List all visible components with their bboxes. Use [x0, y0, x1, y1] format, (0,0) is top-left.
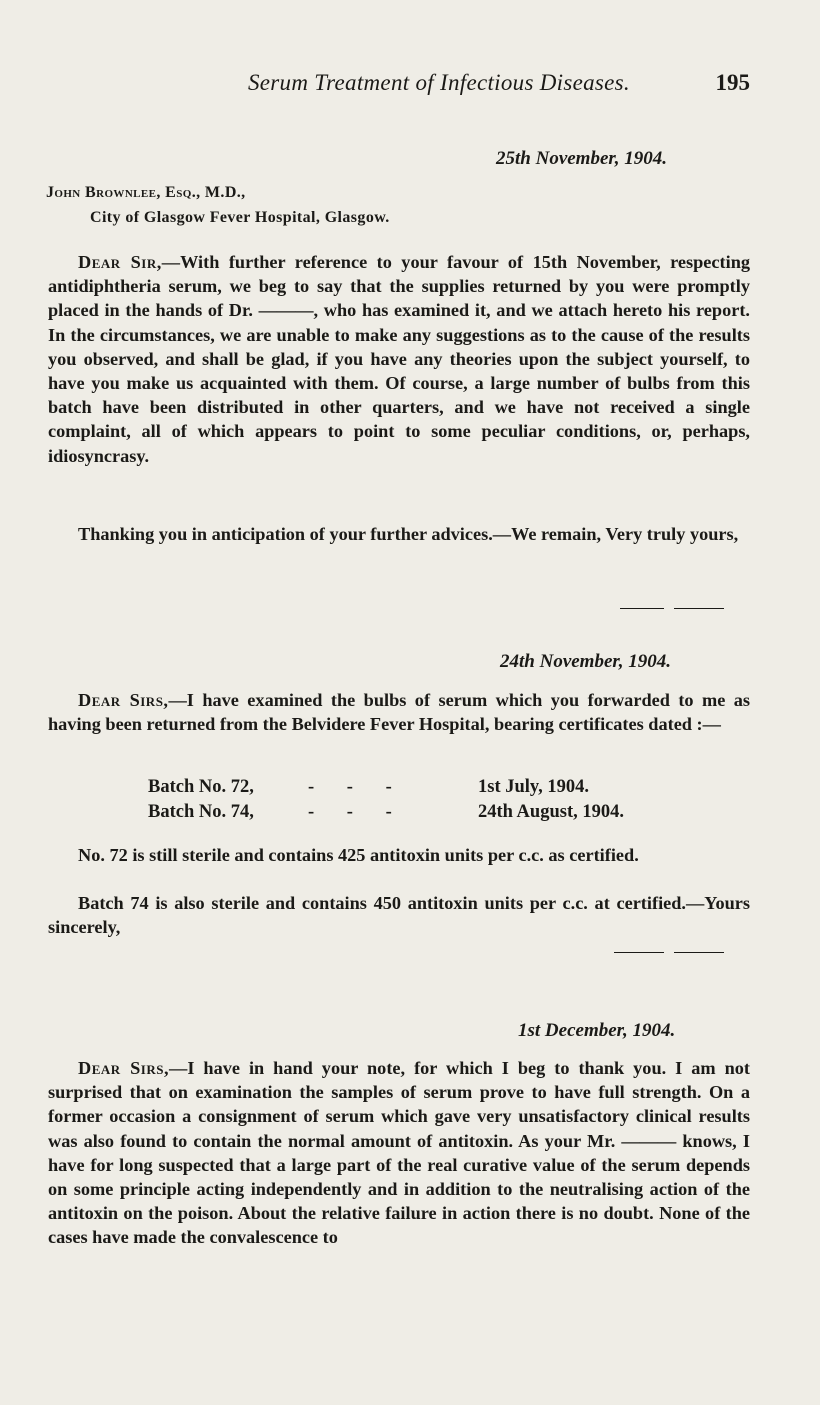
batch-row: [148, 777, 708, 798]
running-header: [0, 70, 820, 104]
letter1-body-1: —With further reference to your favour of 15th November, respecting antidiphtheria serum, we beg to say that the supplies returned by you were promptly placed in the hands of Dr. ———, who has examined it, and we attach hereto his report. In the circumstances, we are unable to make any suggestions as to the cause of the results you observed, and shall be glad, if you have any theories upon the subject yourself, to have you make us acquainted with them. Of course, a large number of bulbs from this batch have been distributed in other quarters, and we have not received a single complaint, all of which appears to point to some peculiar conditions, or, perhaps, idiosyncrasy.: [48, 252, 751, 466]
letter3-body-1: —I have in hand your note, for which I beg to thank you. I am not surprised that on examination the samples of serum prove to have full strength. On a former occasion a consignment of serum which gave very unsatisfactory clinical results was also found to contain the normal amount of antitoxin. As your Mr. ——— knows, I have for long suspected that a large part of the real curative value of the serum depends on some principle acting independently and in addition to the neutralising action of the antitoxin on the poison. About the relative failure in action there is no doubt. None of the cases have made the convalescence to: [48, 1058, 750, 1248]
letter3-date: 1st December, 1904.: [518, 1020, 676, 1041]
separator-rule-right: [674, 608, 724, 609]
separator-rule-right: [674, 952, 724, 953]
letter2-date: 24th November, 1904.: [500, 651, 671, 672]
letter1-addressee-name: John Brownlee, Esq., M.D.,: [46, 184, 246, 201]
separator-rule-left: [620, 608, 664, 609]
letter2-paragraph-2: No. 72 is still sterile and contains 425 antitoxin units per c.c. as certified.: [78, 845, 639, 865]
letter1-addressee-place: City of Glasgow Fever Hospital, Glasgow.: [90, 209, 390, 226]
batch-leader: - - -: [308, 802, 406, 822]
letter2-body-1: —I have examined the bulbs of serum which you forwarded to me as having been returned from the Belvidere Fever Hospital, bearing certificates dated :—: [48, 690, 750, 735]
batch-label: Batch No. 74,: [148, 802, 254, 822]
running-title: Serum Treatment of Infectious Diseases.: [247, 70, 630, 95]
batch-row: [148, 802, 708, 823]
separator-rule-left: [614, 952, 664, 953]
letter1-paragraph-1: [48, 250, 750, 468]
letter3-salutation: Dear Sirs,: [78, 1058, 170, 1078]
letter1-salutation: Dear Sir,: [78, 252, 162, 272]
letter3-paragraph-1: [48, 1056, 750, 1250]
batch-date: 1st July, 1904.: [478, 777, 590, 797]
letter2-paragraph-3: Batch 74 is also sterile and contains 450 antitoxin units per c.c. at certified.—Yours sincerely,: [48, 893, 750, 938]
letter2-salutation: Dear Sirs,: [78, 690, 169, 710]
batch-leader: - - -: [308, 777, 406, 797]
letter1-paragraph-2: Thanking you in anticipation of your further advices.—We remain, Very truly yours,: [78, 524, 739, 544]
letter2-paragraph-1: [48, 688, 750, 736]
batch-label: Batch No. 72,: [148, 777, 254, 797]
letter1-date: 25th November, 1904.: [496, 148, 667, 169]
page-number: 195: [715, 70, 750, 95]
batch-date: 24th August, 1904.: [478, 802, 624, 822]
